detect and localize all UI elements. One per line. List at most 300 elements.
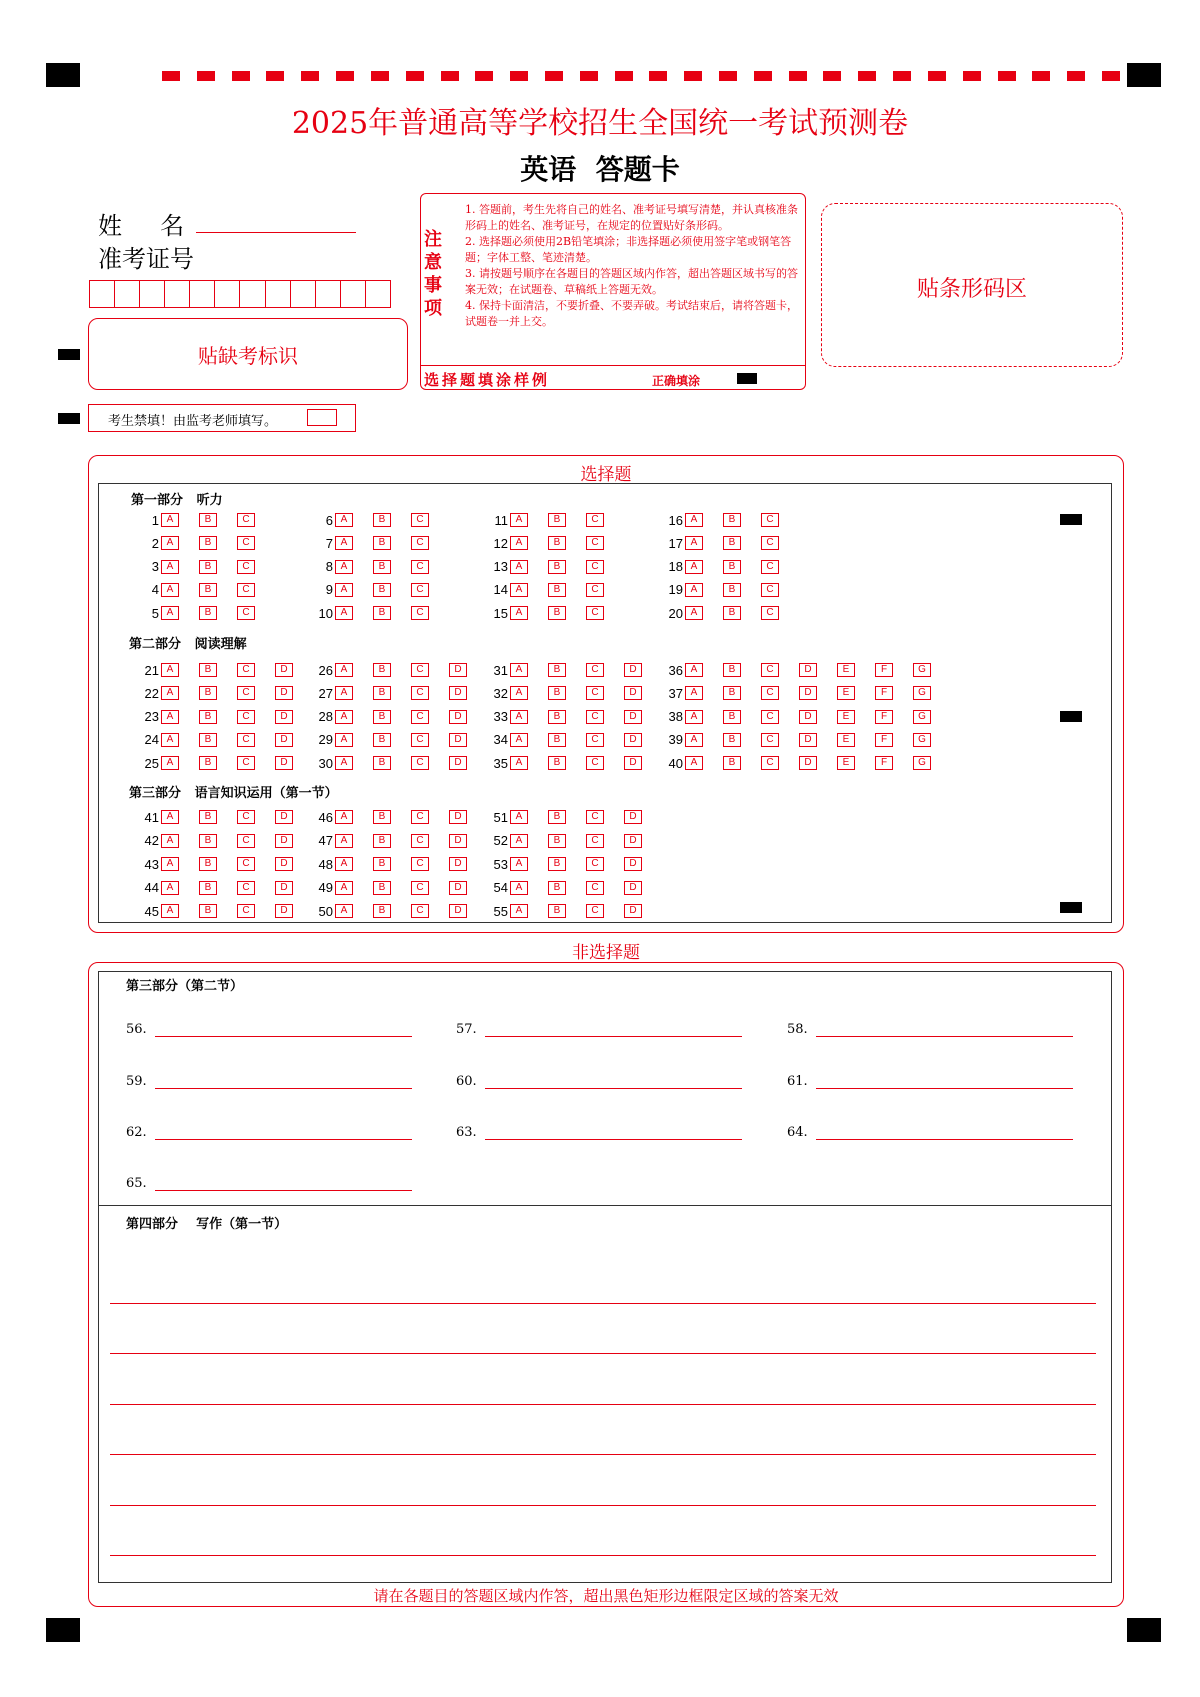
answer-bubble-d[interactable]: D [624, 857, 642, 871]
answer-bubble-d[interactable]: D [449, 663, 467, 677]
question-row [657, 755, 931, 771]
answer-bubble-c[interactable]: C [237, 756, 255, 770]
answer-bubble-b[interactable]: B [199, 606, 217, 620]
answer-bubble-g[interactable]: G [913, 686, 931, 700]
answer-bubble-b[interactable]: B [199, 686, 217, 700]
answer-bubble-b[interactable]: B [723, 733, 741, 747]
answer-bubble-f[interactable]: F [875, 710, 893, 724]
answer-bubble-b[interactable]: B [199, 834, 217, 848]
part3-title: 第三部分 语言知识运用（第一节） [129, 786, 338, 801]
answer-bubble-c[interactable]: C [411, 834, 429, 848]
answer-bubble-b[interactable]: B [373, 513, 391, 527]
answer-bubble-d[interactable]: D [624, 834, 642, 848]
answer-bubble-a[interactable]: A [161, 560, 179, 574]
proctor-check-box[interactable] [307, 409, 337, 426]
answer-bubble-c[interactable]: C [411, 583, 429, 597]
answer-bubble-c[interactable]: C [586, 663, 604, 677]
sample-label: 选择题填涂样例 [424, 371, 551, 389]
question-number: 43 [144, 856, 159, 872]
answer-bubble-a[interactable]: A [510, 881, 528, 895]
answer-bubble-b[interactable]: B [373, 560, 391, 574]
answer-bubble-b[interactable]: B [199, 710, 217, 724]
answer-bubble-b[interactable]: B [199, 904, 217, 918]
answer-bubble-c[interactable]: C [586, 710, 604, 724]
fill-in-question[interactable] [126, 1074, 412, 1089]
answer-bubble-g[interactable]: G [913, 663, 931, 677]
exam-id-digit-box[interactable] [341, 281, 366, 307]
answer-bubble-a[interactable]: A [510, 834, 528, 848]
answer-bubble-b[interactable]: B [199, 857, 217, 871]
question-number: 30 [318, 755, 333, 771]
answer-bubble-d[interactable]: D [449, 686, 467, 700]
answer-bubble-a[interactable]: A [510, 583, 528, 597]
fill-in-line[interactable] [485, 1035, 742, 1037]
writing-line[interactable] [110, 1505, 1096, 1506]
answer-bubble-b[interactable]: B [199, 536, 217, 550]
answer-bubble-a[interactable]: A [161, 686, 179, 700]
fill-in-question[interactable] [456, 1022, 742, 1037]
answer-bubble-d[interactable]: D [275, 710, 293, 724]
fill-in-question[interactable] [787, 1125, 1073, 1140]
answer-bubble-f[interactable]: F [875, 756, 893, 770]
answer-bubble-e[interactable]: E [837, 663, 855, 677]
answer-bubble-a[interactable]: A [161, 583, 179, 597]
question-number: 26 [318, 662, 333, 678]
answer-bubble-b[interactable]: B [723, 560, 741, 574]
answer-bubble-d[interactable]: D [624, 904, 642, 918]
answer-bubble-d[interactable]: D [275, 834, 293, 848]
question-number: 36 [668, 662, 683, 678]
exam-id-digit-box[interactable] [316, 281, 341, 307]
answer-bubble-d[interactable]: D [799, 686, 817, 700]
answer-bubble-a[interactable]: A [510, 663, 528, 677]
answer-bubble-b[interactable]: B [548, 606, 566, 620]
answer-bubble-b[interactable]: B [199, 756, 217, 770]
answer-bubble-b[interactable]: B [548, 663, 566, 677]
answer-bubble-b[interactable]: B [199, 560, 217, 574]
answer-bubble-b[interactable]: B [373, 834, 391, 848]
answer-bubble-b[interactable]: B [548, 710, 566, 724]
answer-bubble-c[interactable]: C [411, 857, 429, 871]
answer-bubble-a[interactable]: A [685, 560, 703, 574]
answer-bubble-c[interactable]: C [237, 881, 255, 895]
answer-bubble-c[interactable]: C [586, 606, 604, 620]
answer-bubble-a[interactable]: A [685, 686, 703, 700]
notice-item: 3. 请按题号顺序在各题目的答题区域内作答，超出答题区域书写的答案无效；在试题卷、草稿纸上答题无效。 [465, 267, 798, 296]
answer-bubble-c[interactable]: C [586, 756, 604, 770]
answer-bubble-b[interactable]: B [723, 710, 741, 724]
answer-bubble-c[interactable]: C [237, 536, 255, 550]
answer-bubble-d[interactable]: D [799, 756, 817, 770]
answer-bubble-d[interactable]: D [799, 733, 817, 747]
answer-bubble-c[interactable]: C [411, 663, 429, 677]
answer-bubble-f[interactable]: F [875, 663, 893, 677]
answer-bubble-a[interactable]: A [161, 513, 179, 527]
exam-id-digit-box[interactable] [215, 281, 240, 307]
answer-bubble-c[interactable]: C [237, 513, 255, 527]
answer-bubble-a[interactable]: A [335, 536, 353, 550]
fill-in-line[interactable] [155, 1189, 412, 1191]
answer-bubble-c[interactable]: C [237, 857, 255, 871]
writing-line[interactable] [110, 1454, 1096, 1455]
answer-bubble-d[interactable]: D [624, 881, 642, 895]
answer-bubble-d[interactable]: D [624, 663, 642, 677]
answer-bubble-b[interactable]: B [373, 810, 391, 824]
answer-bubble-a[interactable]: A [510, 513, 528, 527]
answer-bubble-b[interactable]: B [723, 756, 741, 770]
answer-bubble-a[interactable]: A [510, 710, 528, 724]
name-input-line[interactable] [196, 232, 356, 233]
exam-id-digit-box[interactable] [190, 281, 215, 307]
question-row [307, 512, 429, 528]
answer-bubble-c[interactable]: C [411, 881, 429, 895]
answer-bubble-b[interactable]: B [723, 536, 741, 550]
fill-in-question[interactable] [787, 1074, 1073, 1089]
answer-bubble-b[interactable]: B [373, 904, 391, 918]
answer-bubble-b[interactable]: B [199, 513, 217, 527]
fill-in-number: 56. [126, 1022, 147, 1037]
answer-bubble-b[interactable]: B [723, 583, 741, 597]
question-number: 15 [493, 605, 508, 621]
answer-bubble-a[interactable]: A [161, 834, 179, 848]
timing-mark [1060, 902, 1082, 913]
answer-bubble-a[interactable]: A [161, 663, 179, 677]
answer-bubble-a[interactable]: A [685, 583, 703, 597]
writing-line[interactable] [110, 1353, 1096, 1354]
card-subtitle: 英语 答题卡 [520, 153, 680, 186]
answer-bubble-a[interactable]: A [510, 904, 528, 918]
answer-bubble-d[interactable]: D [275, 810, 293, 824]
answer-bubble-c[interactable]: C [411, 904, 429, 918]
question-number: 11 [494, 512, 508, 528]
answer-bubble-c[interactable]: C [237, 663, 255, 677]
question-number: 29 [318, 732, 333, 748]
exam-id-digit-box[interactable] [140, 281, 165, 307]
question-number: 40 [668, 755, 683, 771]
answer-bubble-b[interactable]: B [723, 606, 741, 620]
answer-bubble-c[interactable]: C [586, 513, 604, 527]
answer-bubble-c[interactable]: C [237, 733, 255, 747]
answer-bubble-c[interactable]: C [586, 583, 604, 597]
answer-bubble-d[interactable]: D [449, 810, 467, 824]
question-number: 54 [493, 880, 508, 896]
answer-bubble-b[interactable]: B [548, 834, 566, 848]
fill-in-line[interactable] [155, 1087, 412, 1089]
answer-bubble-b[interactable]: B [548, 513, 566, 527]
fill-in-line[interactable] [816, 1138, 1073, 1140]
answer-bubble-a[interactable]: A [335, 904, 353, 918]
answer-bubble-b[interactable]: B [373, 663, 391, 677]
answer-bubble-a[interactable]: A [335, 733, 353, 747]
exam-id-digit-box[interactable] [266, 281, 291, 307]
question-row [133, 512, 255, 528]
answer-bubble-b[interactable]: B [373, 881, 391, 895]
question-row [482, 512, 604, 528]
answer-bubble-b[interactable]: B [199, 810, 217, 824]
question-row [482, 662, 642, 678]
answer-bubble-c[interactable]: C [411, 733, 429, 747]
answer-bubble-c[interactable]: C [411, 513, 429, 527]
answer-bubble-c[interactable]: C [586, 857, 604, 871]
answer-bubble-b[interactable]: B [373, 583, 391, 597]
exam-id-digit-box[interactable] [240, 281, 265, 307]
answer-bubble-a[interactable]: A [510, 686, 528, 700]
answer-bubble-e[interactable]: E [837, 710, 855, 724]
timing-dash [475, 71, 493, 81]
answer-bubble-c[interactable]: C [237, 710, 255, 724]
answer-bubble-a[interactable]: A [685, 710, 703, 724]
answer-bubble-c[interactable]: C [411, 536, 429, 550]
answer-bubble-b[interactable]: B [199, 881, 217, 895]
answer-bubble-b[interactable]: B [373, 536, 391, 550]
answer-bubble-a[interactable]: A [335, 857, 353, 871]
answer-bubble-c[interactable]: C [761, 686, 779, 700]
exam-id-digit-box[interactable] [165, 281, 190, 307]
answer-bubble-a[interactable]: A [685, 756, 703, 770]
part2-title: 第二部分 阅读理解 [129, 637, 247, 652]
fill-in-question[interactable] [126, 1125, 412, 1140]
answer-bubble-d[interactable]: D [449, 857, 467, 871]
answer-bubble-b[interactable]: B [723, 686, 741, 700]
answer-bubble-a[interactable]: A [335, 881, 353, 895]
fill-in-line[interactable] [155, 1035, 412, 1037]
answer-bubble-c[interactable]: C [411, 686, 429, 700]
answer-bubble-c[interactable]: C [586, 560, 604, 574]
answer-bubble-b[interactable]: B [548, 583, 566, 597]
answer-bubble-c[interactable]: C [411, 756, 429, 770]
question-row [307, 809, 467, 825]
answer-bubble-a[interactable]: A [161, 710, 179, 724]
answer-bubble-c[interactable]: C [761, 583, 779, 597]
answer-bubble-c[interactable]: C [586, 686, 604, 700]
answer-bubble-a[interactable]: A [335, 810, 353, 824]
exam-id-boxes[interactable] [89, 280, 391, 308]
writing-line[interactable] [110, 1303, 1096, 1304]
answer-bubble-c[interactable]: C [761, 710, 779, 724]
answer-bubble-a[interactable]: A [161, 756, 179, 770]
answer-bubble-c[interactable]: C [237, 560, 255, 574]
answer-bubble-b[interactable]: B [548, 904, 566, 918]
answer-bubble-c[interactable]: C [237, 583, 255, 597]
timing-dash [545, 71, 563, 81]
answer-bubble-c[interactable]: C [237, 686, 255, 700]
fill-in-question[interactable] [456, 1125, 742, 1140]
timing-dash [928, 71, 946, 81]
answer-bubble-e[interactable]: E [837, 686, 855, 700]
answer-bubble-c[interactable]: C [237, 810, 255, 824]
answer-bubble-a[interactable]: A [335, 560, 353, 574]
answer-bubble-a[interactable]: A [161, 606, 179, 620]
writing-line[interactable] [110, 1555, 1096, 1556]
fill-in-line[interactable] [816, 1035, 1073, 1037]
answer-bubble-d[interactable]: D [449, 733, 467, 747]
answer-bubble-c[interactable]: C [237, 904, 255, 918]
answer-bubble-c[interactable]: C [761, 560, 779, 574]
answer-bubble-a[interactable]: A [685, 606, 703, 620]
notice-item: 4. 保持卡面清洁，不要折叠、不要弄破。考试结束后，请将答题卡，试题卷一并上交。 [465, 299, 798, 328]
answer-bubble-c[interactable]: C [586, 834, 604, 848]
answer-bubble-a[interactable]: A [161, 881, 179, 895]
writing-line[interactable] [110, 1404, 1096, 1405]
answer-bubble-a[interactable]: A [335, 606, 353, 620]
answer-bubble-a[interactable]: A [685, 663, 703, 677]
fill-in-question[interactable] [126, 1176, 412, 1191]
answer-bubble-e[interactable]: E [837, 756, 855, 770]
answer-bubble-c[interactable]: C [411, 606, 429, 620]
answer-bubble-a[interactable]: A [685, 513, 703, 527]
question-row [133, 685, 293, 701]
answer-bubble-b[interactable]: B [373, 756, 391, 770]
answer-bubble-a[interactable]: A [335, 834, 353, 848]
answer-bubble-c[interactable]: C [237, 606, 255, 620]
answer-bubble-b[interactable]: B [373, 857, 391, 871]
answer-bubble-a[interactable]: A [510, 733, 528, 747]
answer-bubble-c[interactable]: C [586, 810, 604, 824]
answer-bubble-a[interactable]: A [685, 733, 703, 747]
fill-in-question[interactable] [787, 1022, 1073, 1037]
answer-bubble-d[interactable]: D [799, 710, 817, 724]
exam-id-digit-box[interactable] [291, 281, 316, 307]
question-number: 35 [493, 755, 508, 771]
question-row [482, 685, 642, 701]
answer-bubble-a[interactable]: A [510, 756, 528, 770]
answer-bubble-d[interactable]: D [275, 857, 293, 871]
timing-dash [1067, 71, 1085, 81]
answer-bubble-a[interactable]: A [335, 756, 353, 770]
question-row [657, 512, 779, 528]
answer-bubble-c[interactable]: C [586, 904, 604, 918]
question-row [133, 856, 293, 872]
answer-bubble-c[interactable]: C [411, 710, 429, 724]
answer-bubble-d[interactable]: D [624, 810, 642, 824]
answer-bubble-c[interactable]: C [761, 606, 779, 620]
answer-bubble-b[interactable]: B [548, 857, 566, 871]
answer-bubble-d[interactable]: D [275, 663, 293, 677]
answer-bubble-d[interactable]: D [624, 733, 642, 747]
answer-bubble-a[interactable]: A [510, 606, 528, 620]
exam-id-digit-box[interactable] [366, 281, 390, 307]
answer-bubble-b[interactable]: B [548, 881, 566, 895]
answer-bubble-a[interactable]: A [335, 710, 353, 724]
fill-in-question[interactable] [126, 1022, 412, 1037]
exam-title: 2025年普通高等学校招生全国统一考试预测卷 [291, 106, 909, 141]
fill-in-line[interactable] [155, 1138, 412, 1140]
answer-bubble-b[interactable]: B [548, 536, 566, 550]
answer-bubble-g[interactable]: G [913, 756, 931, 770]
answer-bubble-a[interactable]: A [685, 536, 703, 550]
fill-in-question[interactable] [456, 1074, 742, 1089]
answer-bubble-a[interactable]: A [161, 810, 179, 824]
answer-bubble-c[interactable]: C [761, 536, 779, 550]
answer-bubble-b[interactable]: B [723, 513, 741, 527]
answer-bubble-d[interactable]: D [449, 834, 467, 848]
fill-in-line[interactable] [816, 1087, 1073, 1089]
answer-bubble-c[interactable]: C [761, 513, 779, 527]
answer-bubble-a[interactable]: A [335, 583, 353, 597]
answer-bubble-b[interactable]: B [548, 756, 566, 770]
answer-bubble-b[interactable]: B [373, 710, 391, 724]
answer-bubble-e[interactable]: E [837, 733, 855, 747]
answer-bubble-b[interactable]: B [199, 663, 217, 677]
answer-bubble-b[interactable]: B [548, 560, 566, 574]
answer-bubble-d[interactable]: D [624, 710, 642, 724]
question-row [482, 755, 642, 771]
answer-bubble-b[interactable]: B [548, 686, 566, 700]
answer-bubble-b[interactable]: B [373, 606, 391, 620]
answer-bubble-g[interactable]: G [913, 710, 931, 724]
answer-bubble-a[interactable]: A [335, 513, 353, 527]
answer-bubble-d[interactable]: D [275, 686, 293, 700]
question-row [307, 856, 467, 872]
answer-bubble-c[interactable]: C [237, 834, 255, 848]
question-row [307, 833, 467, 849]
answer-bubble-d[interactable]: D [275, 904, 293, 918]
answer-bubble-d[interactable]: D [624, 756, 642, 770]
question-number: 42 [144, 833, 159, 849]
answer-bubble-a[interactable]: A [161, 904, 179, 918]
answer-bubble-b[interactable]: B [373, 733, 391, 747]
question-number: 50 [318, 903, 333, 919]
answer-bubble-c[interactable]: C [761, 733, 779, 747]
answer-bubble-b[interactable]: B [548, 733, 566, 747]
answer-bubble-d[interactable]: D [799, 663, 817, 677]
answer-bubble-b[interactable]: B [373, 686, 391, 700]
answer-bubble-c[interactable]: C [586, 733, 604, 747]
answer-bubble-g[interactable]: G [913, 733, 931, 747]
answer-bubble-f[interactable]: F [875, 733, 893, 747]
fill-in-line[interactable] [485, 1138, 742, 1140]
question-number: 3 [151, 559, 159, 575]
answer-bubble-d[interactable]: D [275, 733, 293, 747]
exam-id-digit-box[interactable] [90, 281, 115, 307]
exam-id-digit-box[interactable] [115, 281, 140, 307]
answer-bubble-d[interactable]: D [624, 686, 642, 700]
answer-bubble-b[interactable]: B [199, 733, 217, 747]
question-row [307, 709, 467, 725]
answer-bubble-a[interactable]: A [510, 560, 528, 574]
answer-bubble-f[interactable]: F [875, 686, 893, 700]
question-number: 49 [318, 880, 333, 896]
fill-in-number: 59. [126, 1074, 147, 1089]
answer-bubble-c[interactable]: C [761, 663, 779, 677]
answer-bubble-a[interactable]: A [161, 536, 179, 550]
answer-bubble-a[interactable]: A [161, 733, 179, 747]
answer-bubble-d[interactable]: D [449, 710, 467, 724]
answer-bubble-a[interactable]: A [335, 663, 353, 677]
answer-bubble-d[interactable]: D [449, 881, 467, 895]
answer-bubble-a[interactable]: A [161, 857, 179, 871]
answer-bubble-c[interactable]: C [586, 881, 604, 895]
answer-bubble-d[interactable]: D [449, 904, 467, 918]
answer-bubble-c[interactable]: C [411, 810, 429, 824]
fill-in-line[interactable] [485, 1087, 742, 1089]
answer-bubble-b[interactable]: B [723, 663, 741, 677]
answer-bubble-a[interactable]: A [510, 857, 528, 871]
timing-dash [301, 71, 319, 81]
answer-bubble-a[interactable]: A [335, 686, 353, 700]
answer-bubble-b[interactable]: B [199, 583, 217, 597]
answer-bubble-a[interactable]: A [510, 810, 528, 824]
answer-bubble-c[interactable]: C [586, 536, 604, 550]
answer-bubble-c[interactable]: C [411, 560, 429, 574]
answer-bubble-d[interactable]: D [275, 881, 293, 895]
answer-bubble-c[interactable]: C [761, 756, 779, 770]
question-row [307, 903, 467, 919]
answer-bubble-b[interactable]: B [548, 810, 566, 824]
answer-bubble-a[interactable]: A [510, 536, 528, 550]
answer-bubble-d[interactable]: D [275, 756, 293, 770]
answer-bubble-d[interactable]: D [449, 756, 467, 770]
